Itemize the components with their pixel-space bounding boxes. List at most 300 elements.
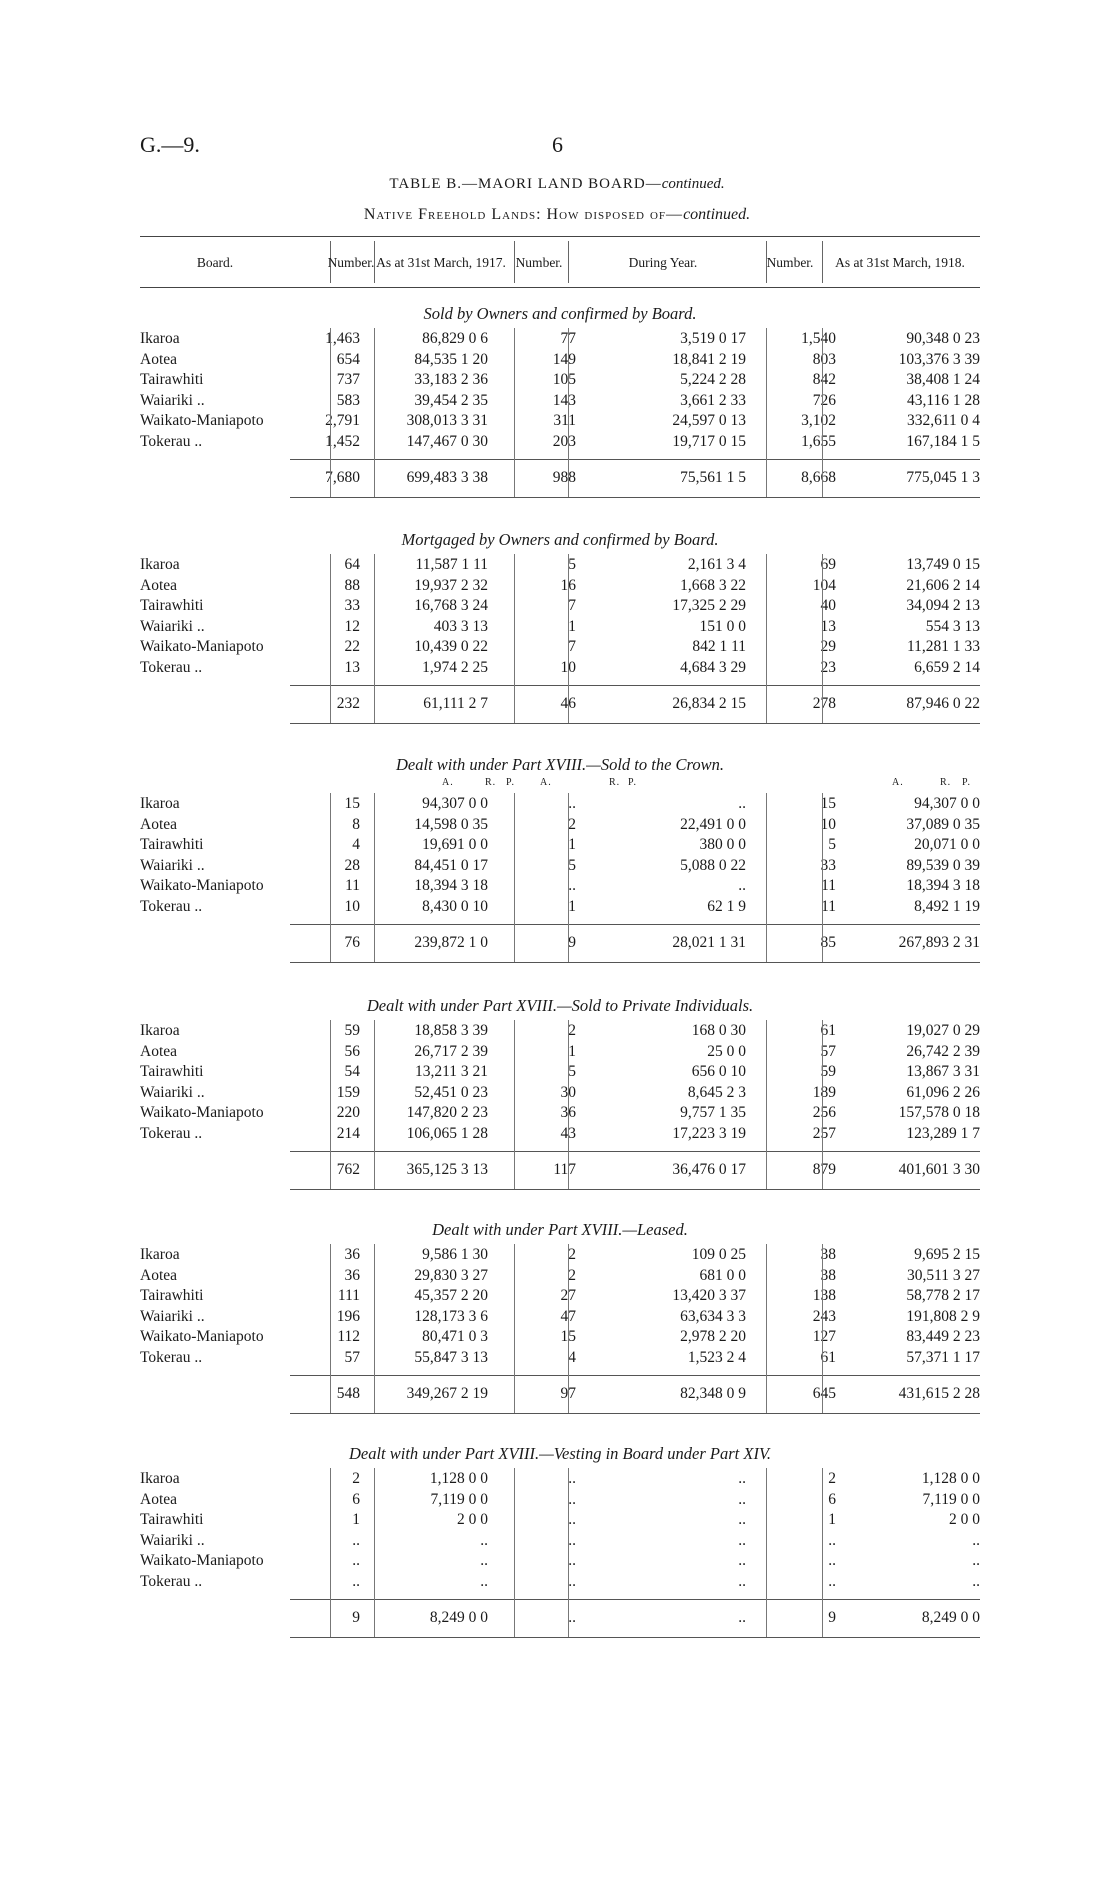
table-row (140, 1349, 980, 1369)
cell-area-1918: .. (972, 1552, 980, 1569)
cell-number-1917: 57 (344, 1348, 360, 1366)
column-rule (568, 1020, 569, 1189)
cell-area-during-year: 22,491 0 0 (680, 815, 746, 833)
cell-number-during-year: 149 (552, 350, 576, 368)
column-rule (514, 554, 515, 723)
column-rule (766, 1020, 767, 1189)
column-rule (568, 793, 569, 962)
cell-number-1917: 214 (336, 1124, 360, 1142)
cell-area-1918: 58,778 2 17 (906, 1287, 980, 1304)
header-number-1: Number. (327, 254, 375, 270)
table-row (140, 1328, 980, 1348)
cell-area-1918: 19,027 0 29 (906, 1022, 980, 1039)
cell-number-during-year: 1 (568, 1042, 576, 1060)
total-number-during-year: 46 (560, 695, 576, 712)
column-rule (374, 328, 375, 497)
cell-area-during-year: 9,757 1 35 (680, 1104, 746, 1121)
cell-area-1917: 18,858 3 39 (414, 1022, 488, 1039)
cell-area-1918: 83,449 2 23 (906, 1328, 980, 1345)
cell-number-during-year: 2 (568, 1246, 576, 1263)
column-rule (374, 554, 375, 723)
cell-number-1918: 23 (820, 658, 836, 676)
column-rule (330, 1468, 331, 1637)
total-area-1917: 8,249 0 0 (429, 1609, 488, 1626)
section-sold-to-private (140, 996, 980, 1196)
total-rule (290, 1375, 980, 1376)
cell-number-1918: 13 (820, 617, 836, 635)
cell-number-during-year: 2 (568, 1266, 576, 1284)
column-rule (330, 1020, 331, 1189)
table-title-continued: continued. (661, 176, 725, 192)
column-rule (766, 554, 767, 723)
cell-number-1917: .. (352, 1552, 360, 1569)
cell-area-1918: 38,408 1 24 (906, 371, 980, 388)
cell-number-during-year: .. (568, 1572, 576, 1590)
cell-number-1917: 28 (344, 856, 360, 874)
cell-number-during-year: 7 (568, 638, 576, 655)
cell-area-1918: 11,281 1 33 (906, 638, 980, 655)
cell-area-1918: 43,116 1 28 (906, 391, 980, 409)
table-row (140, 1104, 980, 1124)
total-row (140, 1161, 980, 1181)
total-row (140, 934, 980, 954)
table-row (140, 1511, 980, 1531)
column-rule (514, 1468, 515, 1637)
column-rule (822, 328, 823, 497)
total-number-1917: 548 (336, 1385, 360, 1402)
cell-number-1917: 2,791 (325, 412, 360, 429)
table-row (140, 877, 980, 897)
cell-number-during-year: .. (568, 795, 576, 812)
cell-area-1917: 84,535 1 20 (414, 350, 488, 368)
cell-number-during-year: .. (568, 1490, 576, 1508)
section-caption: Dealt with under Part XVIII.—Vesting in Board under Part XIV. (348, 1444, 772, 1463)
column-rule (514, 1244, 515, 1413)
table-row (140, 1287, 980, 1307)
column-rule (822, 1020, 823, 1189)
cell-area-during-year: 681 0 0 (699, 1266, 746, 1284)
cell-area-1917: 308,013 3 31 (406, 412, 488, 429)
total-row (140, 695, 980, 715)
cell-number-1918: 1,655 (801, 432, 836, 450)
column-rule (822, 793, 823, 962)
column-rule (766, 328, 767, 497)
board-name: Ikaroa (140, 1470, 180, 1487)
cell-number-1918: 6 (828, 1490, 836, 1508)
cell-area-1918: 18,394 3 18 (906, 877, 980, 894)
cell-area-1917: 403 3 13 (433, 617, 488, 635)
table-row (140, 1043, 980, 1063)
cell-area-during-year: 17,223 3 19 (672, 1124, 746, 1142)
cell-number-1918: .. (828, 1572, 836, 1590)
cell-number-1917: 15 (344, 795, 360, 812)
total-area-1918: 8,249 0 0 (921, 1609, 980, 1626)
cell-area-1917: 84,451 0 17 (414, 856, 488, 874)
total-number-1918: 879 (812, 1161, 836, 1178)
cell-number-1917: 11 (345, 877, 360, 894)
cell-area-during-year: .. (738, 877, 746, 894)
cell-area-1918: 9,695 2 15 (914, 1246, 980, 1263)
cell-number-during-year: .. (568, 1470, 576, 1487)
cell-area-1917: 94,307 0 0 (422, 795, 488, 812)
table-row (140, 1532, 980, 1552)
total-number-1918: 8,668 (801, 469, 836, 486)
cell-number-during-year: 10 (560, 658, 576, 676)
cell-area-1918: 89,539 0 39 (906, 856, 980, 874)
board-name: Waiariki .. (140, 617, 205, 635)
table-row (140, 412, 980, 432)
table-subtitle-continued: continued. (683, 206, 751, 223)
unit-label: A. (442, 777, 454, 788)
total-number-during-year: .. (568, 1609, 576, 1626)
cell-area-during-year: 168 0 30 (691, 1022, 746, 1039)
cell-area-1917: .. (480, 1531, 488, 1549)
section-bottom-rule (290, 1637, 980, 1638)
cell-number-1918: 3,102 (801, 412, 836, 429)
section-caption: Dealt with under Part XVIII.—Leased. (432, 1220, 688, 1239)
table-row (140, 1267, 980, 1287)
cell-area-1917: 106,065 1 28 (406, 1124, 488, 1142)
board-name: Tairawhiti (140, 1511, 204, 1528)
section-bottom-rule (290, 1413, 980, 1414)
board-name: Aotea (140, 815, 178, 833)
table-row (140, 1308, 980, 1328)
cell-number-1917: 737 (336, 371, 360, 388)
cell-number-1917: 583 (336, 391, 360, 409)
cell-area-1918: 30,511 3 27 (906, 1266, 980, 1284)
board-name: Waikato-Maniapoto (140, 638, 264, 655)
cell-number-1918: 257 (812, 1124, 836, 1142)
cell-area-1917: 19,691 0 0 (422, 836, 488, 853)
cell-number-during-year: 36 (560, 1104, 576, 1121)
cell-area-1918: 13,867 3 31 (906, 1063, 980, 1080)
cell-number-during-year: 1 (568, 617, 576, 635)
cell-area-during-year: 4,684 3 29 (680, 658, 746, 676)
table-subtitle (0, 206, 1114, 224)
cell-area-1917: 9,586 1 30 (422, 1246, 488, 1263)
cell-number-1918: 61 (820, 1022, 836, 1039)
table-row (140, 351, 980, 371)
cell-number-during-year: 30 (560, 1083, 576, 1101)
cell-area-during-year: 656 0 10 (691, 1063, 746, 1080)
total-row (140, 469, 980, 489)
cell-number-1917: 654 (336, 350, 360, 368)
total-number-1917: 76 (344, 934, 360, 951)
unit-label: R. (940, 777, 952, 788)
total-rule (290, 924, 980, 925)
board-name: Aotea (140, 1266, 178, 1284)
cell-number-1917: 64 (344, 556, 360, 573)
section-sold-by-owners (140, 304, 980, 504)
column-rule (766, 1468, 767, 1637)
header-divider (374, 241, 375, 283)
board-name: Waikato-Maniapoto (140, 1328, 264, 1345)
header-as-at-1917: As at 31st March, 1917. (376, 254, 506, 270)
column-rule (374, 1244, 375, 1413)
cell-area-during-year: 62 1 9 (707, 897, 746, 915)
total-number-1918: 9 (828, 1609, 836, 1626)
table-title (0, 176, 1114, 193)
cell-area-1918: 167,184 1 5 (906, 432, 980, 450)
table-row (140, 1022, 980, 1042)
cell-area-1917: 8,430 0 10 (422, 897, 488, 915)
unit-label: R. (485, 777, 497, 788)
cell-area-during-year: 109 0 25 (691, 1246, 746, 1263)
total-rule (290, 459, 980, 460)
unit-label: A. (540, 777, 552, 788)
cell-area-during-year: 5,224 2 28 (680, 371, 746, 388)
board-name: Aotea (140, 1042, 178, 1060)
cell-area-1917: 1,128 0 0 (429, 1470, 488, 1487)
board-name: Tokerau .. (140, 658, 203, 676)
cell-area-during-year: .. (738, 1552, 746, 1569)
cell-area-1917: 18,394 3 18 (414, 877, 488, 894)
total-number-1917: 7,680 (325, 469, 360, 486)
cell-area-1917: .. (480, 1572, 488, 1590)
column-rule (766, 1244, 767, 1413)
cell-area-during-year: 3,519 0 17 (680, 330, 746, 347)
unit-label: R. (609, 777, 621, 788)
cell-number-during-year: .. (568, 1511, 576, 1528)
cell-number-1918: 33 (820, 856, 836, 874)
table-title-main: TABLE B.—MAORI LAND BOARD— (389, 176, 662, 192)
column-rule (514, 1020, 515, 1189)
table-row (140, 618, 980, 638)
board-name: Ikaroa (140, 556, 180, 573)
cell-number-1917: 59 (344, 1022, 360, 1039)
section-leased (140, 1220, 980, 1420)
header-as-at-1918: As at 31st March, 1918. (835, 254, 965, 270)
cell-number-1917: 6 (352, 1490, 360, 1508)
cell-area-1918: 57,371 1 17 (906, 1348, 980, 1366)
table-row (140, 816, 980, 836)
cell-area-during-year: .. (738, 1511, 746, 1528)
page-number: 6 (552, 132, 563, 157)
cell-number-1917: 220 (336, 1104, 360, 1121)
total-rule (290, 1151, 980, 1152)
column-rule (568, 1468, 569, 1637)
cell-number-during-year: 77 (560, 330, 576, 347)
cell-area-1918: 103,376 3 39 (898, 350, 980, 368)
cell-area-1917: 55,847 3 13 (414, 1348, 488, 1366)
table-row (140, 330, 980, 350)
total-row (140, 1385, 980, 1405)
unit-label: P. (506, 777, 515, 788)
cell-number-during-year: 27 (560, 1287, 576, 1304)
cell-area-1918: 94,307 0 0 (914, 795, 980, 812)
table-row (140, 1552, 980, 1572)
header-number-2: Number. (515, 254, 563, 270)
cell-area-1917: 147,820 2 23 (406, 1104, 488, 1121)
cell-number-1918: 127 (812, 1328, 836, 1345)
cell-number-1917: 10 (344, 897, 360, 915)
header-number-3: Number. (766, 254, 814, 270)
section-vesting-in-board (140, 1444, 980, 1644)
header-during-year: During Year. (628, 254, 698, 270)
cell-area-1917: 26,717 2 39 (414, 1042, 488, 1060)
board-name: Tokerau .. (140, 1572, 203, 1590)
table-row (140, 1125, 980, 1145)
column-rule (568, 554, 569, 723)
total-area-during-year: 26,834 2 15 (672, 695, 746, 712)
section-caption: Dealt with under Part XVIII.—Sold to Private Individuals. (366, 996, 754, 1015)
board-name: Ikaroa (140, 1246, 180, 1263)
cell-area-1917: 2 0 0 (457, 1511, 488, 1528)
column-rule (330, 793, 331, 962)
cell-area-1917: 45,357 2 20 (414, 1287, 488, 1304)
cell-number-during-year: 5 (568, 856, 576, 874)
table-row (140, 433, 980, 453)
cell-area-1917: 1,974 2 25 (422, 658, 488, 676)
board-name: Ikaroa (140, 1022, 180, 1039)
table-row (140, 1491, 980, 1511)
board-name: Aotea (140, 576, 178, 594)
column-rule (330, 1244, 331, 1413)
cell-number-1917: 1,463 (325, 330, 360, 347)
total-number-during-year: 97 (560, 1385, 576, 1402)
total-number-1918: 278 (812, 695, 836, 712)
cell-number-during-year: 5 (568, 556, 576, 573)
cell-area-1917: 13,211 3 21 (414, 1063, 488, 1080)
section-mortgaged (140, 530, 980, 730)
cell-number-during-year: 1 (568, 897, 576, 915)
board-name: Tairawhiti (140, 836, 204, 853)
board-name: Tokerau .. (140, 1124, 203, 1142)
total-area-1917: 349,267 2 19 (406, 1385, 488, 1402)
section-sold-to-crown (140, 755, 980, 985)
cell-area-during-year: 17,325 2 29 (672, 597, 746, 614)
cell-area-during-year: 8,645 2 3 (687, 1083, 746, 1101)
header-board: Board. (196, 254, 234, 270)
cell-number-1918: 11 (821, 897, 836, 915)
cell-area-during-year: 2,978 2 20 (680, 1328, 746, 1345)
board-name: Aotea (140, 1490, 178, 1508)
cell-number-during-year: 105 (552, 371, 576, 388)
board-name: Waikato-Maniapoto (140, 877, 264, 894)
cell-area-during-year: 24,597 0 13 (672, 412, 746, 429)
cell-area-1917: 14,598 0 35 (414, 815, 488, 833)
cell-area-during-year: 2,161 3 4 (687, 556, 746, 573)
board-name: Ikaroa (140, 330, 180, 347)
cell-number-during-year: .. (568, 1552, 576, 1569)
cell-number-during-year: 143 (552, 391, 576, 409)
cell-area-during-year: 5,088 0 22 (680, 856, 746, 874)
cell-number-during-year: .. (568, 1531, 576, 1549)
cell-number-during-year: 203 (552, 432, 576, 450)
table-row (140, 371, 980, 391)
cell-area-1918: 21,606 2 14 (906, 576, 980, 594)
cell-number-1918: 104 (812, 576, 836, 594)
cell-number-1917: 36 (344, 1266, 360, 1284)
cell-area-1917: 86,829 0 6 (422, 330, 488, 347)
cell-area-1918: 332,611 0 4 (906, 412, 980, 429)
cell-number-1918: 243 (812, 1307, 836, 1325)
total-area-during-year: .. (738, 1609, 746, 1626)
table-header (140, 236, 980, 288)
section-caption: Dealt with under Part XVIII.—Sold to the Crown. (396, 755, 724, 774)
cell-number-1918: 138 (812, 1287, 836, 1304)
column-rule (514, 328, 515, 497)
cell-area-1917: 11,587 1 11 (415, 556, 488, 573)
cell-area-1917: 52,451 0 23 (414, 1083, 488, 1101)
cell-area-during-year: 1,668 3 22 (680, 576, 746, 594)
total-area-1917: 61,111 2 7 (423, 695, 488, 712)
cell-area-1918: 7,119 0 0 (922, 1490, 980, 1508)
column-rule (822, 1468, 823, 1637)
cell-area-during-year: 63,634 3 3 (680, 1307, 746, 1325)
cell-area-1918: 13,749 0 15 (906, 556, 980, 573)
cell-area-during-year: 13,420 3 37 (672, 1287, 746, 1304)
cell-number-1918: 2 (828, 1470, 836, 1487)
cell-number-1918: 803 (812, 350, 836, 368)
board-name: Waiariki .. (140, 1531, 205, 1549)
board-name: Waikato-Maniapoto (140, 1552, 264, 1569)
cell-number-1917: 112 (337, 1328, 360, 1345)
total-rule (290, 1599, 980, 1600)
cell-number-1917: 12 (344, 617, 360, 635)
cell-number-1917: 56 (344, 1042, 360, 1060)
cell-number-1918: 59 (820, 1063, 836, 1080)
cell-area-during-year: .. (738, 1470, 746, 1487)
table-row (140, 1573, 980, 1593)
cell-area-during-year: .. (738, 1490, 746, 1508)
cell-area-1918: .. (972, 1572, 980, 1590)
cell-number-1918: 15 (820, 795, 836, 812)
table-row (140, 392, 980, 412)
table-row (140, 659, 980, 679)
cell-number-1918: 1 (828, 1511, 836, 1528)
cell-area-1917: 147,467 0 30 (406, 432, 488, 450)
cell-area-1917: 19,937 2 32 (414, 576, 488, 594)
cell-number-1918: 38 (820, 1266, 836, 1284)
cell-number-1918: 40 (820, 597, 836, 614)
cell-number-1917: 1,452 (325, 432, 360, 450)
cell-number-during-year: 311 (553, 412, 576, 429)
cell-number-during-year: 43 (560, 1124, 576, 1142)
cell-number-1918: 29 (820, 638, 836, 655)
cell-area-1918: 123,289 1 7 (906, 1124, 980, 1142)
total-area-during-year: 75,561 1 5 (680, 469, 746, 486)
cell-number-1918: 842 (812, 371, 836, 388)
cell-number-1917: 159 (336, 1083, 360, 1101)
cell-number-1917: 13 (344, 658, 360, 676)
cell-area-1917: 80,471 0 3 (422, 1328, 488, 1345)
cell-number-1918: 38 (820, 1246, 836, 1263)
cell-area-1917: 29,830 3 27 (414, 1266, 488, 1284)
board-name: Tairawhiti (140, 1063, 204, 1080)
board-name: Waiariki .. (140, 1307, 205, 1325)
total-area-1918: 431,615 2 28 (898, 1385, 980, 1402)
section-bottom-rule (290, 962, 980, 963)
cell-area-1918: 90,348 0 23 (906, 330, 980, 347)
cell-area-1918: 8,492 1 19 (914, 897, 980, 915)
table-row (140, 1246, 980, 1266)
total-number-1918: 85 (820, 934, 836, 951)
cell-area-1917: .. (480, 1552, 488, 1569)
column-rule (330, 328, 331, 497)
cell-number-during-year: 4 (568, 1348, 576, 1366)
total-area-1917: 239,872 1 0 (414, 934, 488, 951)
total-number-1918: 645 (812, 1385, 836, 1402)
page-id: G.—9. (140, 132, 200, 157)
cell-area-1918: 2 0 0 (949, 1511, 980, 1528)
total-area-1917: 699,483 3 38 (406, 469, 488, 486)
cell-number-1918: .. (828, 1552, 836, 1569)
table-row (140, 795, 980, 815)
total-number-during-year: 9 (568, 934, 576, 951)
cell-number-1917: 8 (352, 815, 360, 833)
cell-area-1918: 157,578 0 18 (898, 1104, 980, 1121)
